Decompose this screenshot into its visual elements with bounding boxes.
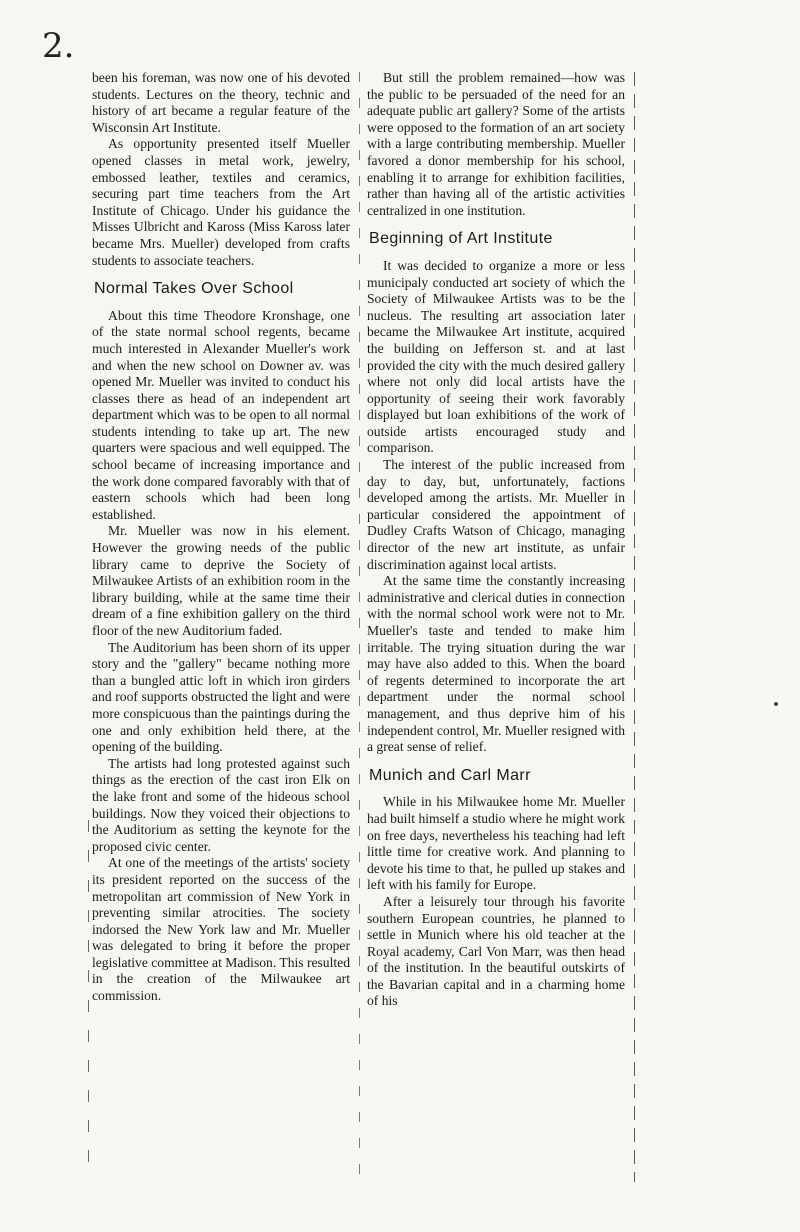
section-heading: Beginning of Art Institute (369, 230, 553, 248)
paragraph: About this time Theodore Kronshage, one of the state normal school regents, became much interested in Alexander Mueller's work and when the new school on Downer av. was opened Mr. Mueller was invited to conduct his classes there as head of an independent art department which was to be open to all normal students intending to take up art. The new quarters were spacious and well equipped. The school became of increasing importance and the work done compared favorably with that of eastern schools which had been long established. (92, 307, 350, 522)
paragraph: As opportunity presented itself Mueller opened classes in metal work, jewelry, embossed leather, textiles and ceramics, securing part time teachers from the Art Institute of Chicago. Under his guidance the Misses Ulbricht and Kaross (Miss Kaross later became Mrs. Mueller) developed from crafts students to associate teachers. (92, 136, 350, 268)
section-heading: Munich and Carl Marr (369, 766, 531, 784)
paragraph: been his foreman, was now one of his devoted students. Lectures on the theory, technic and history of art became a regular feature of the Wisconsin Art Institute. (92, 70, 350, 135)
paragraph: It was decided to organize a more or less municipaly conducted art society of which the Society of Milwaukee Artists was to be the nucleus. The resulting art association later became the Milwaukee Art institute, acquired the building on Jefferson st. and at last provided the city with the much desired gallery where not only did local artists have the opportunity of seeing their work favorably displayed but loan exhibitions of the work of outside artists encouraged study and comparison. (367, 257, 625, 456)
paragraph: Mr. Mueller was now in his element. However the growing needs of the public library came to deprive the Society of Milwaukee Artists of an exhibition room in the library building, while at the same time their dream of a fine exhibition gallery on the third floor of the new Auditorium faded. (92, 523, 350, 638)
left-margin-rule (88, 820, 89, 1180)
section-heading: Normal Takes Over School (94, 280, 294, 298)
paragraph: At the same time the constantly increasing administrative and clerical duties in connection with the normal school work were not to Mr. Mueller's taste and tended to make him irritable. The trying situation during the war may have also added to this. When the board of regents determined to incorporate the art department under the normal school management, and thus deprive him of his independent control, Mr. Mueller resigned with a great sense of relief. (367, 573, 625, 755)
paragraph: After a leisurely tour through his favorite southern European countries, he planned to settle in Munich where his old teacher at the Royal academy, Carl Von Marr, was then head of the institution. In the beautiful outskirts of the Bavarian capital and in a charming home of his (367, 893, 625, 1009)
column-divider (359, 72, 360, 1182)
paragraph: At one of the meetings of the artists' society its president reported on the success of the metropolitan art commission of New York in preventing similar atrocities. The society indorsed the New York law and Mr. Mueller was delegated to bring it before the proper legislative committee at Madison. This resulted in the creation of the Milwaukee art commission. (92, 855, 350, 1004)
scan-speck (774, 702, 778, 706)
paragraph: While in his Milwaukee home Mr. Mueller had built himself a studio where he might work on free days, nevertheless his teaching had left little time for creative work. And planning to devote his time to that, he pulled up stakes and left with his family for Europe. (367, 794, 625, 893)
paragraph: The artists had long protested against such things as the erection of the cast iron Elk on the lake front and some of the hideous school buildings. Now they voiced their objections to the Auditorium as setting the keynote for the proposed civic center. (92, 755, 350, 854)
paragraph: But still the problem remained—how was the public to be persuaded of the need for an adequate public art gallery? Some of the artists were opposed to the formation of an art society with a large contributing membership. Mueller favored a donor membership for his school, enabling it to arrange for exhibition facilities, rather than having all of the artistic activities centralized in one institution. (367, 70, 625, 218)
left-column (92, 70, 350, 1005)
right-column (367, 70, 625, 1010)
paragraph: The Auditorium has been shorn of its upper story and the "gallery" became nothing more than a bungled attic loft in which iron girders and roof supports obstructed the light and were more conspicuous than the paintings during the one and only exhibition held there, at the opening of the building. (92, 639, 350, 755)
page-number: 2. (42, 26, 75, 66)
right-margin-rule (634, 72, 635, 1182)
paragraph: The interest of the public increased from day to day, but, unfortunately, factions developed among the artists. Mr. Mueller in particular considered the appointment of Dudley Crafts Watson of Chicago, managing director of the new art institute, as unfair discrimination against local artists. (367, 457, 625, 572)
